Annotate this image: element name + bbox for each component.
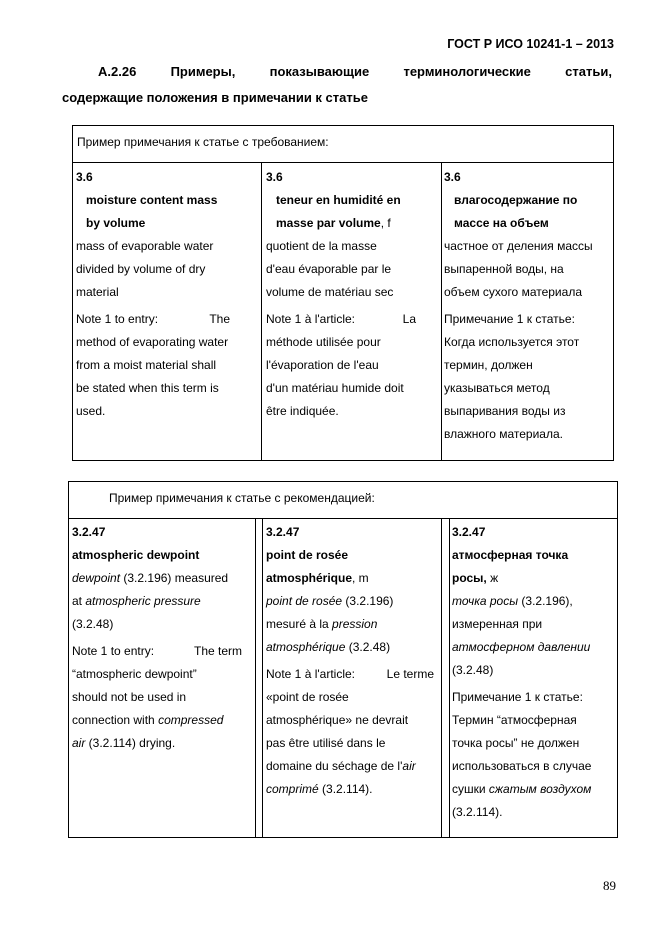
definition-line: частное от деления массы [444,239,593,253]
note-line: domaine du séchage de l'air [266,759,416,773]
entry-number: 3.2.47 [266,525,300,539]
note-line: comprimé (3.2.114). [266,782,373,796]
document-header: ГОСТ Р ИСО 10241-1 – 2013 [447,37,614,51]
entry-term: массе на объем [454,216,549,230]
definition-line: точка росы (3.2.196), [452,594,573,608]
definition-line: объем сухого материала [444,285,582,299]
note-line: использоваться в случае [452,759,592,773]
entry-term: атмосферная точка [452,548,569,562]
note-label: Note 1 à l'article: Le terme [266,667,434,681]
note-line: used. [76,404,106,418]
note-line: влажного материала. [444,427,563,441]
note-label: Note 1 à l'article: La [266,312,416,326]
definition-line: (3.2.48) [72,617,114,631]
note-line: выпаривания воды из [444,404,566,418]
note-line: «point de rosée [266,690,349,704]
entry-term: росы, ж [452,571,499,585]
entry-number: 3.6 [266,170,283,184]
entry-russian [444,166,614,446]
example-table-requirement [72,125,614,461]
definition-line: измеренная при [452,617,543,631]
note-label: Note 1 to entry: The term [72,644,242,658]
section-number: A.2.26 [98,64,137,79]
column-divider [441,163,442,460]
page-number: 89 [603,878,616,893]
note-line: should not be used in [72,690,187,704]
section-heading [62,59,612,111]
note-line: connection with compressed [72,713,224,727]
note-line: точка росы” не должен [452,736,580,750]
note-label: Примечание 1 к статье: [444,312,575,326]
definition-line: divided by volume of dry [76,262,206,276]
definition-line: material [76,285,119,299]
note-line: (3.2.114). [452,805,503,819]
note-line: Когда используется этот [444,335,580,349]
entry-term: влагосодержание по [454,193,578,207]
note-line: сушки сжатым воздухом [452,782,592,796]
definition-line: mass of evaporable water [76,239,214,253]
column-divider [255,519,256,837]
entry-number: 3.6 [444,170,461,184]
entry-term: atmosphérique, m [266,571,369,585]
note-line: Термин “атмосферная [452,713,577,727]
note-line: “atmospheric dewpoint” [72,667,197,681]
note-line: l'évaporation de l'eau [266,358,379,372]
entry-term: by volume [86,216,146,230]
entry-term: teneur en humidité en [276,193,401,207]
definition-line: atmosphérique (3.2.48) [266,640,391,654]
note-line: be stated when this term is [76,381,219,395]
entry-term: point de rosée [266,548,349,562]
example-table-recommendation [68,481,618,838]
entry-term: moisture content mass [86,193,218,207]
table-caption: Пример примечания к статье с рекомендацией: [69,482,617,519]
definition-line: mesuré à la pression [266,617,378,631]
note-line: pas être utilisé dans le [266,736,386,750]
column-divider [449,519,450,837]
note-line: méthode utilisée pour [266,335,381,349]
definition-line: d'eau évaporable par le [266,262,392,276]
entry-number: 3.2.47 [72,525,106,539]
note-line: термин, должен [444,358,533,372]
definition-line: quotient de la masse [266,239,377,253]
column-divider [261,163,262,460]
definition-line: dewpoint (3.2.196) measured [72,571,229,585]
column-divider [262,519,263,837]
entry-russian [452,521,616,824]
definition-line: выпаренной воды, на [444,262,564,276]
note-line: d'un matériau humide doit [266,381,404,395]
entry-english [76,166,258,423]
note-label: Note 1 to entry: The [76,312,230,326]
entry-french [266,166,438,423]
definition-line: at atmospheric pressure [72,594,201,608]
definition-line: (3.2.48) [452,663,494,677]
definition-line: volume de matériau sec [266,285,394,299]
column-divider [441,519,442,837]
note-line: method of evaporating water [76,335,229,349]
section-heading-line-2: содержащие положения в примечании к статье [62,90,368,105]
note-line: указываться метод [444,381,550,395]
note-line: air (3.2.114) drying. [72,736,176,750]
entry-french [266,521,438,801]
entry-number: 3.2.47 [452,525,486,539]
table-caption: Пример примечания к статье с требованием: [73,126,613,163]
note-label: Примечание 1 к статье: [452,690,583,704]
entry-number: 3.6 [76,170,93,184]
entry-english [72,521,252,755]
entry-term: masse par volume, f [276,216,391,230]
section-heading-line-1: A.2.26 Примеры, показывающие терминологические статьи, [62,59,612,85]
note-line: être indiquée. [266,404,339,418]
note-line: atmosphérique» ne devrait [266,713,409,727]
entry-term: atmospheric dewpoint [72,548,200,562]
note-line: from a moist material shall [76,358,217,372]
definition-line: point de rosée (3.2.196) [266,594,394,608]
definition-line: атмосферном давлении [452,640,591,654]
